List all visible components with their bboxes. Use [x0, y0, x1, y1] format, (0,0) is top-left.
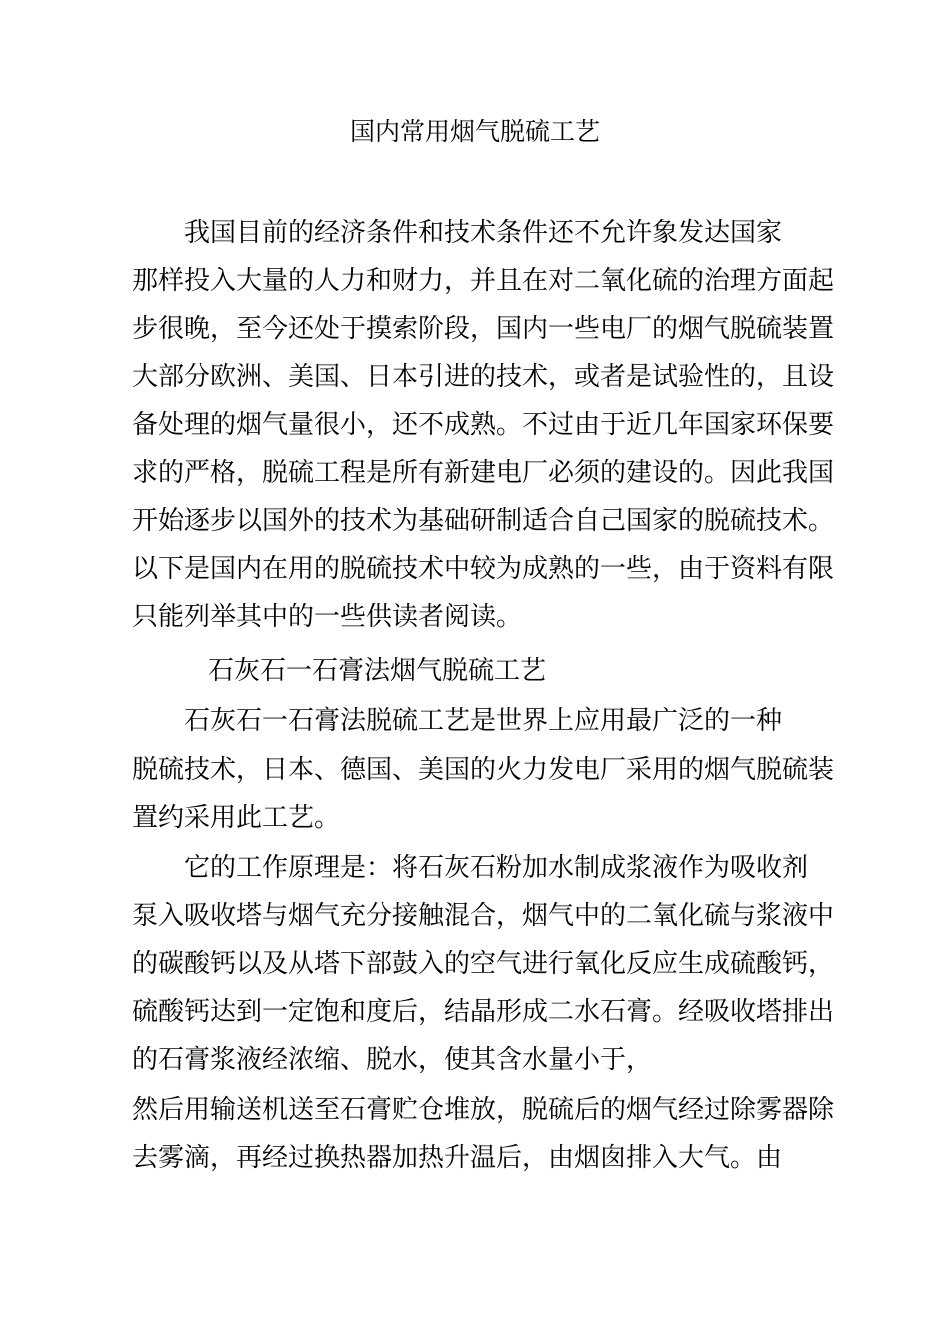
paragraph-line: 以下是国内在用的脱硫技术中较为成熟的一些，由于资料有限 — [132, 554, 835, 584]
paragraph-line: 然后用输送机送至石膏贮仓堆放，脱硫后的烟气经过除雾器除 — [132, 1095, 835, 1125]
paragraph-line: 去雾滴，再经过换热器加热升温后，由烟囱排入大气。由 — [132, 1143, 783, 1173]
paragraph-line: 脱硫技术，日本、德国、美国的火力发电厂采用的烟气脱硫装 — [132, 755, 835, 785]
paragraph-line: 的碳酸钙以及从塔下部鼓入的空气进行氧化反应生成硫酸钙， — [132, 949, 835, 979]
paragraph-line: 的石膏浆液经浓缩、脱水，使其含水量小于， — [132, 1045, 653, 1075]
paragraph-line: 步很晚，至今还处于摸索阶段，国内一些电厂的烟气脱硫装置 — [132, 314, 835, 344]
paragraph-line: 备处理的烟气量很小，还不成熟。不过由于近几年国家环保要 — [132, 410, 835, 440]
paragraph-line: 置约采用此工艺。 — [132, 803, 341, 833]
paragraph-line: 泵入吸收塔与烟气充分接触混合，烟气中的二氧化硫与浆液中 — [132, 901, 835, 931]
paragraph-line: 开始逐步以国外的技术为基础研制适合自己国家的脱硫技术。 — [132, 506, 835, 536]
document-title: 国内常用烟气脱硫工艺 — [349, 117, 600, 146]
paragraph-line: 大部分欧洲、美国、日本引进的技术，或者是试验性的，且设 — [132, 362, 835, 392]
section-heading: 石灰石一石膏法烟气脱硫工艺 — [208, 656, 547, 686]
paragraph-line: 硫酸钙达到一定饱和度后，结晶形成二水石膏。经吸收塔排出 — [132, 997, 835, 1027]
paragraph-line: 求的严格，脱硫工程是所有新建电厂必须的建设的。因此我国 — [132, 458, 835, 488]
paragraph-line: 石灰石一石膏法脱硫工艺是世界上应用最广泛的一种 — [184, 706, 783, 736]
paragraph-line: 它的工作原理是：将石灰石粉加水制成浆液作为吸收剂 — [184, 853, 809, 883]
paragraph-line: 只能列举其中的一些供读者阅读。 — [132, 602, 523, 632]
paragraph-line: 那样投入大量的人力和财力，并且在对二氧化硫的治理方面起 — [132, 266, 835, 296]
paragraph-line: 我国目前的经济条件和技术条件还不允许象发达国家 — [184, 218, 783, 248]
